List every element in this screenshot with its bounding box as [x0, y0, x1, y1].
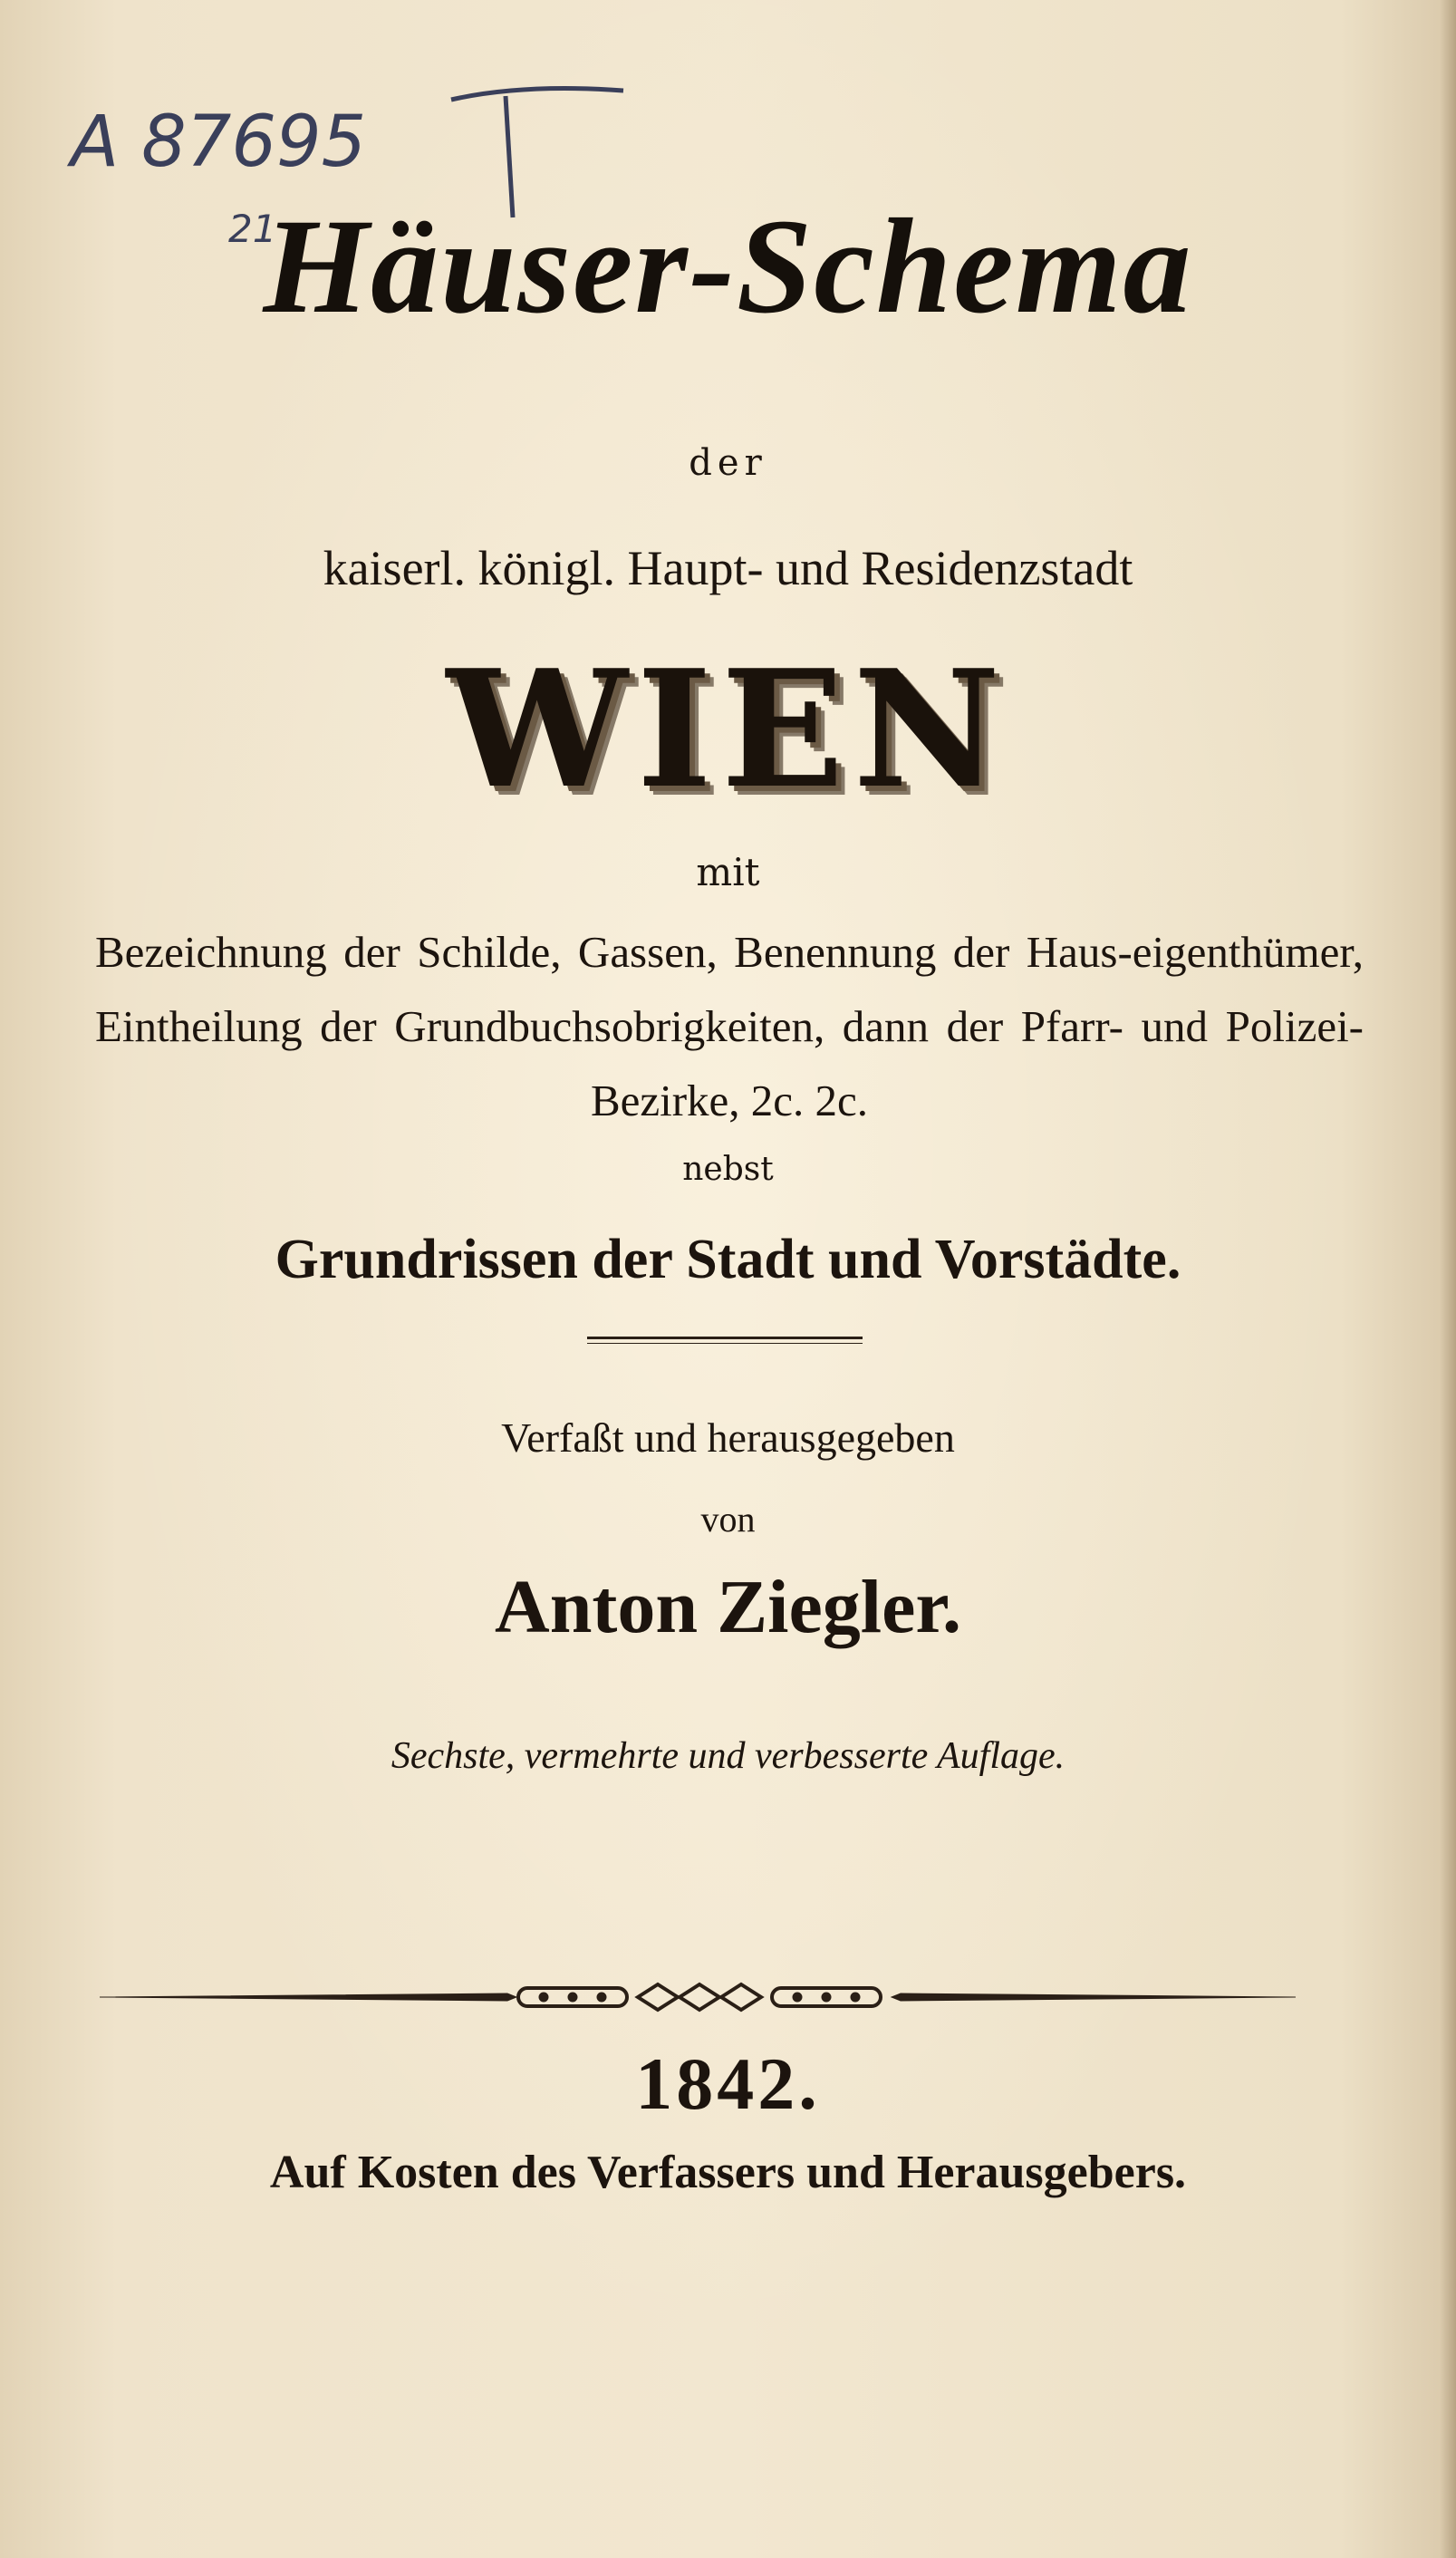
- subtitle-residence: kaiserl. königl. Haupt- und Residenzstadt: [323, 541, 1133, 595]
- publication-year: 1842.: [635, 2042, 821, 2125]
- title-der: der: [689, 442, 767, 484]
- divider-rule: [587, 1337, 863, 1344]
- plans-line: Grundrissen der Stadt und Vorstädte.: [275, 1229, 1181, 1290]
- description-paragraph: Bezeichnung der Schilde, Gassen, Benennung der Haus-eigenthümer, Eintheilung der Grundbuchsobrigkeiten, dann der Pfarr- und Polizei-Bezirke, 2c. 2c.: [95, 927, 1364, 1125]
- publisher-note: Auf Kosten des Verfassers und Herausgebers.: [269, 2147, 1187, 2198]
- ornamental-rule: [91, 1972, 1305, 2022]
- edition-note: Sechste, vermehrte und verbesserte Auflage.: [391, 1735, 1065, 1777]
- connector-nebst: nebst: [682, 1151, 774, 1188]
- index-mark-text: 21: [228, 207, 277, 251]
- connector-mit: mit: [696, 850, 760, 894]
- shelfmark-annotation: [71, 101, 366, 183]
- city-name: WIEN: [446, 634, 1010, 824]
- shelfmark-text: A 87695: [71, 101, 367, 183]
- author-name: Anton Ziegler.: [495, 1565, 961, 1649]
- authored-by: Verfaßt und herausgegeben: [501, 1414, 955, 1461]
- connector-von: von: [700, 1499, 756, 1540]
- page-title: Häuser-Schema: [263, 191, 1193, 342]
